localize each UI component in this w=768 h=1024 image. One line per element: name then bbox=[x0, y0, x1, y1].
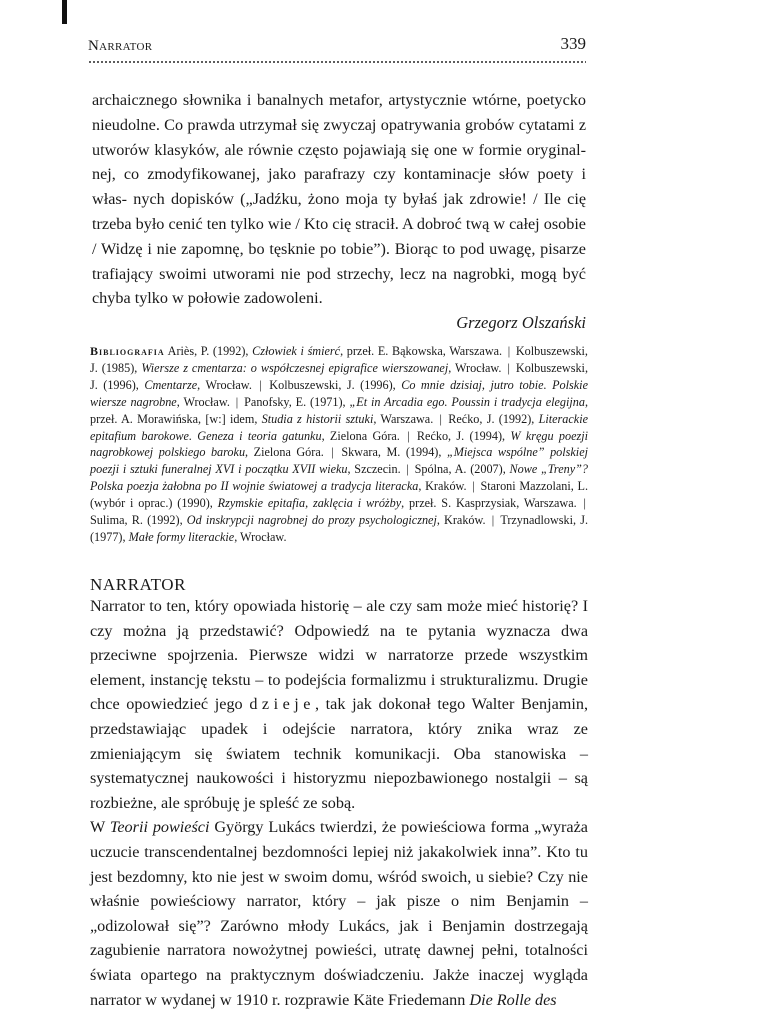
entry-text: Rećko, J. (1994), bbox=[416, 428, 511, 443]
entry-title: Nowe „Treny”? Polska poezja żałobna po II wojnie światowej a tradycja literacka bbox=[90, 462, 588, 494]
entry-text: , Wrocław. bbox=[234, 529, 287, 544]
entry-text: Kolbuszewski, J. (1996), bbox=[90, 360, 588, 392]
entry-title: „Miejsca wspólne” polskiej poezji i sztuki funeralnej XVI i początku XVII wieku bbox=[90, 445, 588, 477]
entry-text: , Wrocław. bbox=[197, 377, 252, 392]
entry-text: , Kraków. bbox=[436, 513, 486, 528]
previous-article-text bbox=[92, 88, 586, 311]
text-line: nych dopisków („Jadźku, żono moja ty byłaś jak zdrowie! / Ile cię trzeba bbox=[92, 190, 586, 233]
text-line: Widzę i nie zapomnę, bo tęsknie po tobie”). Biorąc to pod uwagę, pisarze bbox=[100, 239, 586, 258]
entry-text: Rećko, J. (1992), bbox=[448, 411, 539, 426]
entry-title: Od inskrypcji nagrobnej do prozy psychologicznej bbox=[186, 513, 437, 528]
text-segment: György Lukács twierdzi, że powieściowa forma „wyraża uczucie transcendentalnej bezdomności lepiej niż jakakolwiek inna”. Kto tu jest bezdomny, kto nie jest w swoim domu, wśród swoich, u siebie? Czy nie właśnie powieściowy narrator, który – jak pisze o nim Benjamin – „odizolował się”? Zarówno młody Lukács, jak i Benjamin dostrzegają zagubienie narratora nowożytnej powieści, utratę dawnej pełni, totalności świata opartego na praktycznym doświadczeniu. Jakże inaczej wygląda narrator w wydanej w 1910 r. rozprawie Käte Friedemann bbox=[90, 818, 588, 1009]
bibliography-entry bbox=[165, 344, 502, 358]
previous-article bbox=[92, 88, 586, 336]
text-line: nej, co zmodyfikowanej, jako parafrazy czy kontaminacje słów poety i włas- bbox=[92, 165, 586, 209]
book-title: Die Rolle des bbox=[469, 990, 557, 1009]
entry-text: Kolbuszewski, J. (1996), bbox=[269, 377, 402, 392]
entry-separator: | bbox=[468, 479, 479, 494]
entry-separator: | bbox=[504, 344, 514, 358]
text-line: chyba tylko w połowie zadowoleni. bbox=[92, 289, 323, 308]
entry-text: Panofsky, E. (1971), bbox=[244, 394, 350, 409]
dotted-rule bbox=[88, 60, 586, 64]
entry-text: Ariès, P. (1992), bbox=[164, 344, 253, 358]
entry-text: , przeł. E. Bąkowska, Warszawa. bbox=[340, 344, 503, 358]
entry-title: Rzymskie epitafia, zaklęcia i wróżby bbox=[217, 496, 402, 511]
bibliography-entry bbox=[90, 513, 486, 527]
text-line: z utworów klasyków, ale równie często pojawiają się one w formie oryginal- bbox=[92, 115, 586, 159]
entry-separator: | bbox=[231, 394, 243, 409]
entry-text: , Warszawa. bbox=[373, 411, 434, 426]
entry-title: Człowiek i śmierć bbox=[252, 344, 341, 358]
entry-separator: | bbox=[487, 513, 499, 528]
bibliography bbox=[90, 343, 588, 546]
entry-title: Cmentarze bbox=[144, 377, 198, 392]
text-line: nieudolne. Co prawda utrzymał się zwyczaj opatrywania grobów cytatami bbox=[92, 115, 575, 134]
entry-title: Małe formy literackie bbox=[128, 529, 235, 544]
entry-text: Sulima, R. (1992), bbox=[90, 513, 187, 528]
section-heading: NARRATOR bbox=[90, 575, 187, 594]
entry-separator: | bbox=[435, 411, 447, 426]
text-segment: Narrator to ten, który opowiada historię – ale czy sam może mieć historię? I czy można ją przedstawić? Odpowiedź na te pytania wyznacza dwa przeciwne spojrzenia. Pierwsze widzi w narratorze przede wszystkim element, instancję tekstu – to podejścia formalizmu i strukturalizmu. Drugie chce opowiedzieć jego bbox=[90, 597, 588, 714]
entry-text: , przeł. A. Morawińska, [w:] idem, bbox=[90, 394, 588, 426]
entry-title: Wiersze z cmentarza: o współczesnej epigrafice wierszowanej bbox=[141, 360, 449, 375]
text-segment: , tak jak dokonał tego Walter Benjamin, przedstawiając upadek i odejście narratora, który znika wraz ze zmieniającym się światem technik komunikacji. Oba stanowiska – systematycznej naukowości i historyzmu niepozbawionego nostalgii – są rozbieżne, ale spróbuję je spleść ze sobą. bbox=[90, 695, 588, 812]
entry-text: Trzynadlowski, J. (1977), bbox=[90, 513, 589, 544]
text-line: było cenić ten tylko wie / Kto cię stracił. A dobroć twą w całej osobie / bbox=[92, 214, 586, 258]
text-line: archaicznego słownika i banalnych metafor, artystycznie wtórne, poetycko bbox=[92, 91, 586, 109]
running-head bbox=[88, 34, 586, 60]
entry-text: , Kraków. bbox=[418, 479, 467, 494]
entry-text: , Wrocław. bbox=[176, 394, 230, 409]
entry-title: Literackie epitafium barokowe. Geneza i teoria gatunku bbox=[90, 411, 588, 443]
page-edge-mark bbox=[62, 0, 67, 24]
text-segment: W bbox=[90, 818, 110, 837]
paragraph bbox=[90, 594, 588, 815]
emphasized-word: dzieje bbox=[249, 695, 315, 714]
entry-separator: | bbox=[325, 445, 340, 460]
entry-text: , Zielona Góra. bbox=[245, 445, 324, 460]
entry-text: Kolbuszewski, J. (1985), bbox=[90, 344, 588, 375]
narrator-article bbox=[90, 594, 588, 1012]
entry-separator: | bbox=[503, 360, 514, 375]
entry-text: Spólna, A. (2007), bbox=[414, 462, 510, 477]
entry-separator: | bbox=[578, 496, 586, 511]
entry-separator: | bbox=[253, 377, 268, 392]
entry-title: „Et in Arcadia ego. Poussin i tradycja elegijna bbox=[349, 394, 585, 409]
entry-text: , Szczecin. bbox=[347, 462, 401, 477]
entry-title: Studia z historii sztuki bbox=[261, 411, 374, 426]
entry-separator: | bbox=[402, 462, 413, 477]
entry-text: Skwara, M. (1994), bbox=[341, 445, 447, 460]
entry-separator: | bbox=[401, 428, 415, 443]
entry-title: W kręgu poezji nagrobkowej polskiego baroku bbox=[90, 428, 588, 460]
running-title: Narrator bbox=[88, 38, 153, 54]
entry-text: , Zielona Góra. bbox=[321, 428, 400, 443]
article-author: Grzegorz Olszański bbox=[456, 313, 586, 333]
text-line: trafiający swoimi utworami nie pod strzechy, lecz na nagrobki, mogą być bbox=[92, 264, 586, 283]
entry-text: Staroni Mazzolani, L. (wybór i oprac.) (1990), bbox=[90, 479, 588, 511]
entry-text: , przeł. S. Kasprzysiak, Warszawa. bbox=[401, 496, 577, 511]
bibliography-label: Bibliografia bbox=[90, 344, 165, 358]
entry-title: Co mnie dzisiaj, jutro tobie. Polskie wiersze nagrobne bbox=[90, 377, 588, 409]
bibliography-entries bbox=[90, 344, 588, 544]
book-title: Teorii powieści bbox=[109, 818, 210, 837]
paragraph bbox=[90, 815, 588, 1012]
page-number: 339 bbox=[560, 34, 586, 53]
entry-text: , Wrocław. bbox=[448, 360, 502, 375]
